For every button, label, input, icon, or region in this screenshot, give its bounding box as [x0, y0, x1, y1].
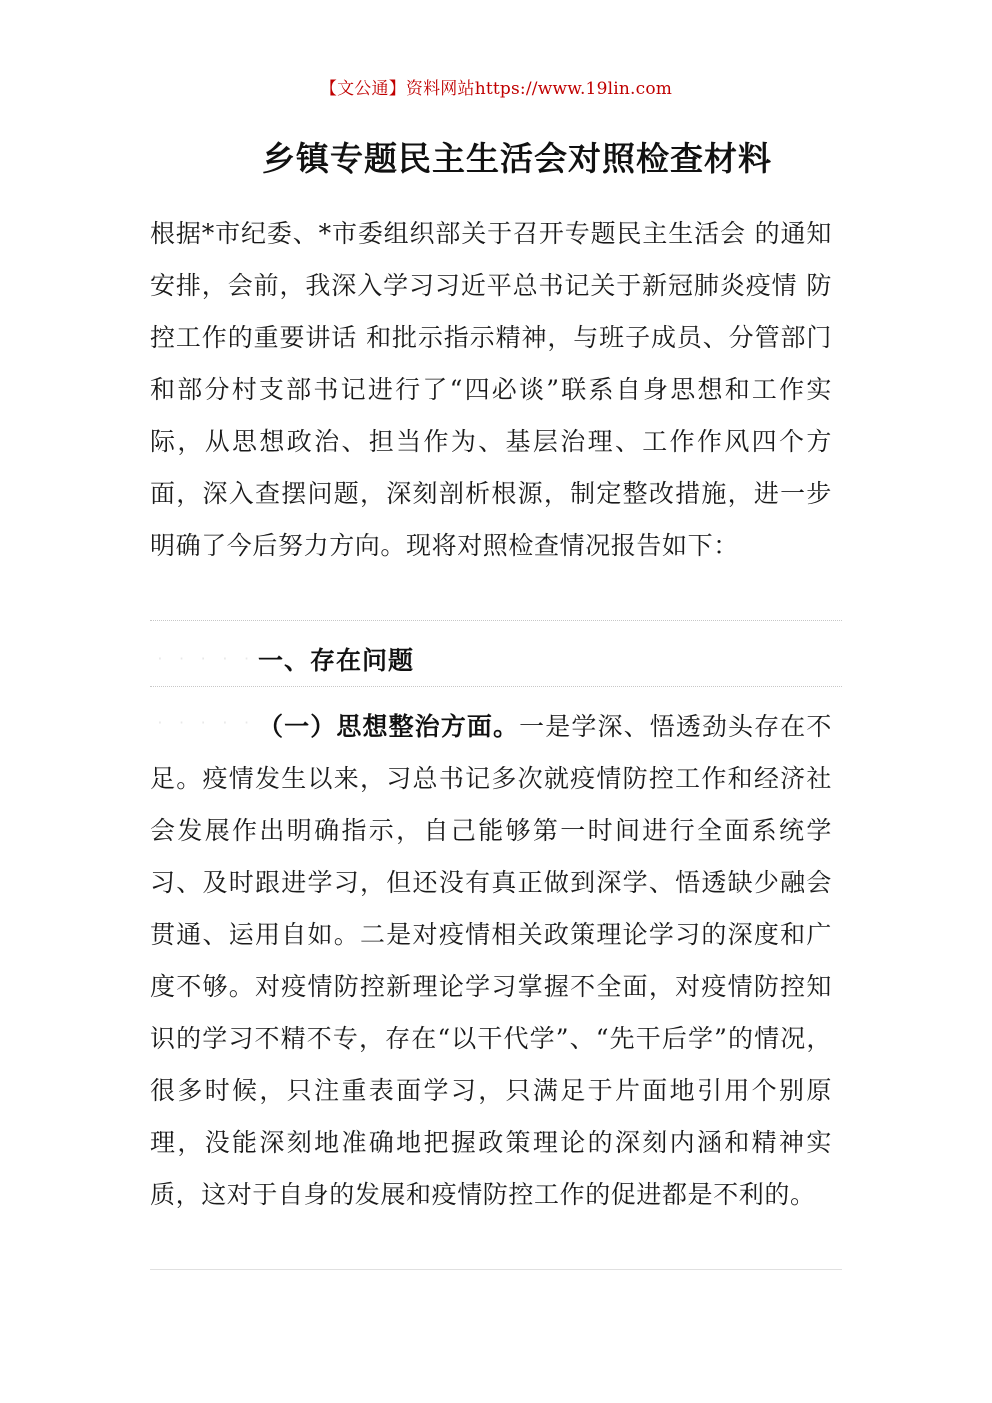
divider-bottom	[150, 1269, 842, 1270]
faint-indent-mark-2: · · · · ·	[156, 716, 254, 731]
subsection-heading: （一）思想整治方面。	[258, 712, 520, 741]
intro-paragraph: 根据*市纪委、*市委组织部关于召开专题民主生活会 的通知安排，会前，我深入学习习近平总书记关于新冠肺炎疫情 防控工作的重要讲话 和批示指示精神，与班子成员、分管部门和部分村支部书记进行了“四必谈”联系自身思想和工作实际，从思想政治、担当作为、基层治理、工作作风四个方面，深入查摆问题，深刻剖析根源，制定整改措施，进一步明确了今后努力方向。现将对照检查情况报告如下：	[150, 219, 832, 560]
divider-top	[150, 620, 842, 621]
source-header: 【文公通】资料网站https://www.19lin.com	[319, 79, 673, 99]
faint-indent-mark: · · · · ·	[156, 652, 254, 667]
section-heading: 一、存在问题	[258, 646, 415, 675]
document-title: 乡镇专题民主生活会对照检查材料	[262, 139, 772, 178]
section-paragraph	[150, 701, 832, 1221]
divider-middle	[150, 686, 842, 687]
subsection-text: 一是学深、悟透劲头存在不足。疫情发生以来，习总书记多次就疫情防控工作和经济社会发展作出明确指示，自己能够第一时间进行全面系统学习、及时跟进学习，但还没有真正做到深学、悟透缺少融会贯通、运用自如。二是对疫情相关政策理论学习的深度和广度不够。对疫情防控新理论学习掌握不全面，对疫情防控知识的学习不精不专，存在“以干代学”、“先干后学”的情况，很多时候，只注重表面学习，只满足于片面地引用个别原理，没能深刻地准确地把握政策理论的深刻内涵和精神实质，这对于自身的发展和疫情防控工作的促进都是不利的。	[150, 712, 832, 1209]
